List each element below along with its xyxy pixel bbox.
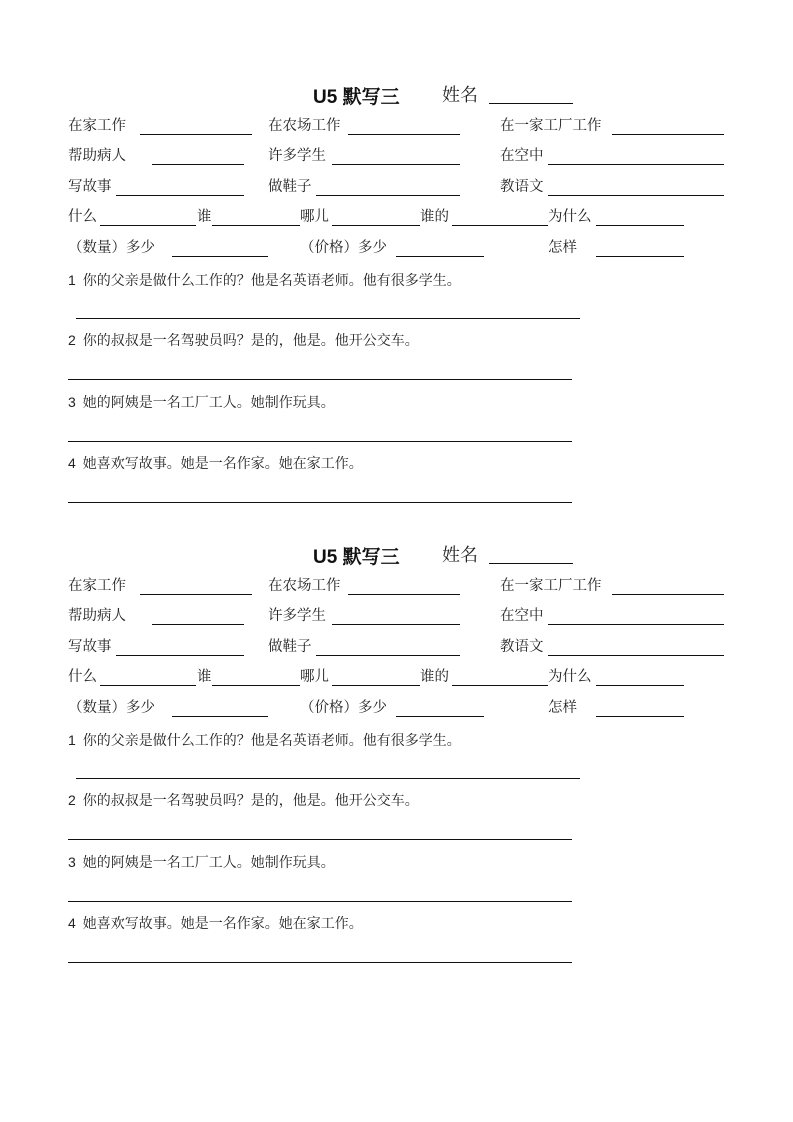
vocab-answer-line[interactable] <box>140 594 252 595</box>
sentence-answer-line[interactable] <box>68 839 572 840</box>
vocab-label: 在一家工厂工作 <box>500 118 602 134</box>
sentence-text: 她的阿姨是一名工厂工人。她制作玩具。 <box>82 395 335 411</box>
vocab-answer-line[interactable] <box>152 164 244 165</box>
sentence-answer-line[interactable] <box>68 441 572 442</box>
question-word-label: 谁的 <box>420 209 449 225</box>
sentence-number: 2 <box>68 332 76 348</box>
question-word-label: （数量）多少 <box>68 700 155 716</box>
vocab-answer-line[interactable] <box>212 685 300 686</box>
name-answer-line[interactable] <box>489 103 573 104</box>
vocab-answer-line[interactable] <box>596 716 684 717</box>
vocab-answer-line[interactable] <box>172 716 268 717</box>
vocab-answer-line[interactable] <box>332 685 420 686</box>
vocab-answer-line[interactable] <box>548 164 724 165</box>
question-word-label: （价格）多少 <box>300 240 387 256</box>
sentence-answer-line[interactable] <box>76 318 580 319</box>
vocab-label: 在农场工作 <box>268 118 341 134</box>
sentence-text: 你的叔叔是一名驾驶员吗？是的，他是。他开公交车。 <box>82 333 419 349</box>
vocab-label: 在空中 <box>500 608 544 624</box>
vocab-answer-line[interactable] <box>332 225 420 226</box>
sentence-answer-line[interactable] <box>68 901 572 902</box>
vocab-answer-line[interactable] <box>452 685 548 686</box>
vocab-answer-line[interactable] <box>612 134 724 135</box>
vocab-label: 在农场工作 <box>268 578 341 594</box>
dictation-section-2 <box>0 460 793 932</box>
sentence-text: 她喜欢写故事。她是一名作家。她在家工作。 <box>82 916 363 932</box>
vocab-answer-line[interactable] <box>100 685 196 686</box>
name-answer-line[interactable] <box>489 563 573 564</box>
sentence-number: 4 <box>68 455 76 471</box>
dictation-section-1 <box>0 0 793 472</box>
vocab-answer-line[interactable] <box>316 195 460 196</box>
vocab-answer-line[interactable] <box>396 256 484 257</box>
sentence-number: 3 <box>68 394 76 410</box>
vocab-answer-line[interactable] <box>396 716 484 717</box>
question-word-label: 怎样 <box>548 240 577 256</box>
name-label: 姓名 <box>442 85 478 106</box>
question-word-label: 哪儿 <box>300 669 329 685</box>
question-word-label: 谁的 <box>420 669 449 685</box>
vocab-answer-line[interactable] <box>548 655 724 656</box>
vocab-answer-line[interactable] <box>452 225 548 226</box>
sentence-answer-line[interactable] <box>76 778 580 779</box>
sentence-text: 她喜欢写故事。她是一名作家。她在家工作。 <box>82 456 363 472</box>
question-word-label: 哪儿 <box>300 209 329 225</box>
sentence-number: 2 <box>68 792 76 808</box>
question-word-label: 为什么 <box>548 209 592 225</box>
sentence-number: 3 <box>68 854 76 870</box>
vocab-label: 帮助病人 <box>68 148 126 164</box>
vocab-answer-line[interactable] <box>212 225 300 226</box>
vocab-label: 做鞋子 <box>268 639 312 655</box>
vocab-answer-line[interactable] <box>116 195 244 196</box>
sentence-item <box>68 731 461 750</box>
question-word-label: 谁 <box>197 669 212 685</box>
vocab-label: 在空中 <box>500 148 544 164</box>
vocab-label: 教语文 <box>500 639 544 655</box>
sentence-number: 1 <box>68 272 76 288</box>
vocab-label: 许多学生 <box>268 608 326 624</box>
question-word-label: 什么 <box>68 209 97 225</box>
vocab-answer-line[interactable] <box>316 655 460 656</box>
vocab-label: 在一家工厂工作 <box>500 578 602 594</box>
sentence-item <box>68 914 363 933</box>
vocab-answer-line[interactable] <box>596 256 684 257</box>
sentence-item <box>68 271 461 290</box>
question-word-label: 谁 <box>197 209 212 225</box>
vocab-label: 做鞋子 <box>268 179 312 195</box>
vocab-answer-line[interactable] <box>116 655 244 656</box>
sentence-number: 4 <box>68 915 76 931</box>
question-word-label: 为什么 <box>548 669 592 685</box>
vocab-answer-line[interactable] <box>332 624 460 625</box>
vocab-label: 帮助病人 <box>68 608 126 624</box>
vocab-answer-line[interactable] <box>100 225 196 226</box>
sentence-item <box>68 853 335 872</box>
vocab-answer-line[interactable] <box>152 624 244 625</box>
vocab-answer-line[interactable] <box>612 594 724 595</box>
vocab-answer-line[interactable] <box>548 195 724 196</box>
sentence-answer-line[interactable] <box>68 962 572 963</box>
question-word-label: （价格）多少 <box>300 700 387 716</box>
vocab-label: 许多学生 <box>268 148 326 164</box>
vocab-label: 写故事 <box>68 639 112 655</box>
vocab-label: 写故事 <box>68 179 112 195</box>
sentence-text: 你的父亲是做什么工作的？他是名英语老师。他有很多学生。 <box>82 273 461 289</box>
vocab-label: 教语文 <box>500 179 544 195</box>
sentence-text: 你的叔叔是一名驾驶员吗？是的，他是。他开公交车。 <box>82 793 419 809</box>
sentence-answer-line[interactable] <box>68 379 572 380</box>
sentence-item <box>68 791 419 810</box>
vocab-label: 在家工作 <box>68 578 126 594</box>
sentence-text: 你的父亲是做什么工作的？他是名英语老师。他有很多学生。 <box>82 733 461 749</box>
worksheet-title: U5 默写三 <box>313 547 400 568</box>
vocab-label: 在家工作 <box>68 118 126 134</box>
question-word-label: 什么 <box>68 669 97 685</box>
vocab-answer-line[interactable] <box>548 624 724 625</box>
vocab-answer-line[interactable] <box>140 134 252 135</box>
vocab-answer-line[interactable] <box>348 134 460 135</box>
vocab-answer-line[interactable] <box>332 164 460 165</box>
vocab-answer-line[interactable] <box>172 256 268 257</box>
sentence-item <box>68 393 335 412</box>
vocab-answer-line[interactable] <box>596 685 684 686</box>
sentence-text: 她的阿姨是一名工厂工人。她制作玩具。 <box>82 855 335 871</box>
vocab-answer-line[interactable] <box>596 225 684 226</box>
vocab-answer-line[interactable] <box>348 594 460 595</box>
question-word-label: （数量）多少 <box>68 240 155 256</box>
sentence-item <box>68 331 419 350</box>
name-label: 姓名 <box>442 545 478 566</box>
worksheet-title: U5 默写三 <box>313 87 400 108</box>
sentence-number: 1 <box>68 732 76 748</box>
question-word-label: 怎样 <box>548 700 577 716</box>
